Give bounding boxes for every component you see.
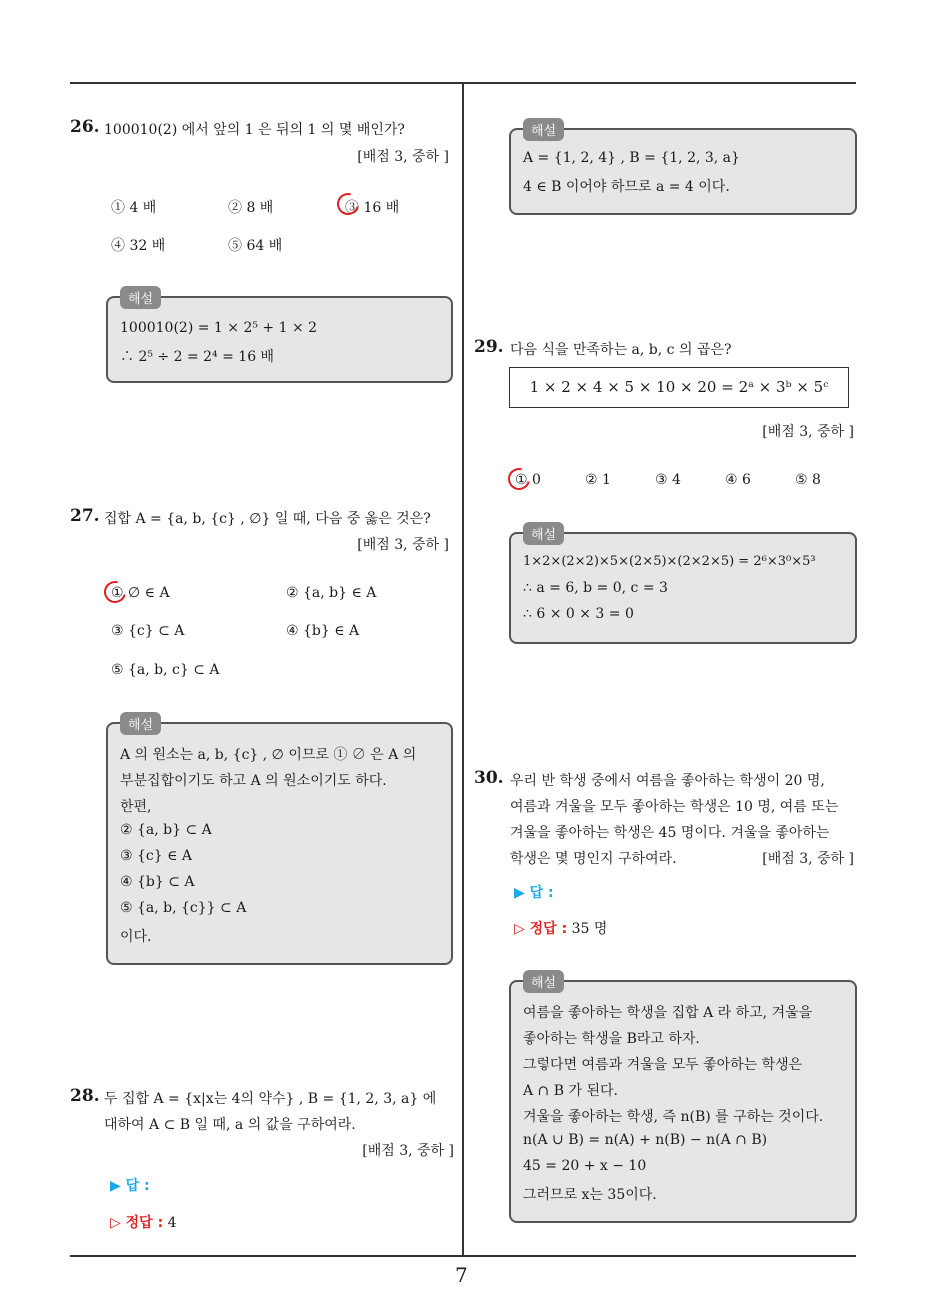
q30-line-2: 여름과 겨울을 모두 좋아하는 학생은 10 명, 여름 또는 <box>510 799 839 815</box>
q30-explain-line-2: 좋아하는 학생을 B라고 하자. <box>523 1031 700 1047</box>
page-number: 7 <box>455 1263 468 1287</box>
q30-explain-line-4: A ∩ B 가 된다. <box>523 1083 618 1099</box>
q26-text: 100010(2) 에서 앞의 1 은 뒤의 1 의 몇 배인가? <box>104 122 405 138</box>
q30-line-4: 학생은 몇 명인지 구하여라. <box>510 851 677 867</box>
q26-explain-box <box>106 292 453 383</box>
q28-text-line-1: 두 집합 A = {x|x는 4의 약수} , B = {1, 2, 3, a} 에 <box>104 1091 437 1107</box>
q26-option-5[interactable]: ⑤ 64 배 <box>228 238 283 254</box>
q28-explain-line-1: A = {1, 2, 4} , B = {1, 2, 3, a} <box>523 150 740 166</box>
q28-correct-value: 4 <box>167 1215 177 1231</box>
q29-number: 29. <box>474 337 504 357</box>
q30-explain-line-3: 그렇다면 여름과 겨울을 모두 좋아하는 학생은 <box>523 1057 803 1073</box>
q26-explain-line-2: ∴ 2⁵ ÷ 2 = 2⁴ = 16 배 <box>120 349 275 365</box>
q29-text: 다음 식을 만족하는 a, b, c 의 곱은? <box>510 342 732 358</box>
q29-explain-line-3: ∴ 6 × 0 × 3 = 0 <box>523 606 634 622</box>
q28-text-line-2: 대하여 A ⊂ B 일 때, a 의 값을 구하여라. <box>104 1117 356 1133</box>
q29-equation-box <box>509 367 849 408</box>
column-divider <box>462 83 464 1255</box>
q30-correct-label: ▷ 정답 : <box>514 921 568 937</box>
q27-explain-line-8: 이다. <box>120 929 152 945</box>
q27-explain-line-6: ④ {b} ⊂ A <box>120 874 195 890</box>
q29-answer-mark <box>504 464 534 494</box>
q30-line-3: 겨울을 좋아하는 학생은 45 명이다. 겨울을 좋아하는 <box>510 825 830 841</box>
q27-explain-line-7: ⑤ {a, b, {c}} ⊂ A <box>120 900 247 916</box>
q29-option-2[interactable]: ② 1 <box>585 472 611 488</box>
q28-explain-line-2: 4 ∈ B 이어야 하므로 a = 4 이다. <box>523 179 730 195</box>
q30-explain-line-8: 그러므로 x는 35이다. <box>523 1187 657 1203</box>
q29-explain-box <box>509 528 857 644</box>
q30-explain-line-7: 45 = 20 + x − 10 <box>523 1158 647 1174</box>
q29-option-1[interactable]: ① 0 <box>515 472 541 488</box>
q26-option-3[interactable]: ③ 16 배 <box>345 200 400 216</box>
q29-option-5[interactable]: ⑤ 8 <box>795 472 821 488</box>
q27-explain-line-2: 부분집합이기도 하고 A 의 원소이기도 하다. <box>120 773 387 789</box>
q29-equation: 1 × 2 × 4 × 5 × 10 × 20 = 2ᵃ × 3ᵇ × 5ᶜ <box>529 378 829 396</box>
q29-option-3[interactable]: ③ 4 <box>655 472 681 488</box>
q26-score: [배점 3, 중하 ] <box>357 149 449 165</box>
q27-number: 27. <box>70 506 100 526</box>
q27-option-1[interactable]: ① ∅ ∈ A <box>111 585 170 601</box>
q30-explain-line-1: 여름을 좋아하는 학생을 집합 A 라 하고, 겨울을 <box>523 1005 813 1021</box>
q26-number: 26. <box>70 117 100 137</box>
q28-explain-tag: 해설 <box>523 118 564 141</box>
q28-correct-answer <box>110 1212 177 1232</box>
q30-correct-value: 35 명 <box>571 921 608 937</box>
q27-option-5[interactable]: ⑤ {a, b, c} ⊂ A <box>111 662 220 678</box>
q27-explain-line-3: 한편, <box>120 799 152 815</box>
q29-explain-line-2: ∴ a = 6, b = 0, c = 3 <box>523 580 668 596</box>
q28-explain-box <box>509 124 857 215</box>
q29-option-4[interactable]: ④ 6 <box>725 472 751 488</box>
q30-correct-answer <box>514 918 607 938</box>
q29-explain-line-1: 1×2×(2×2)×5×(2×5)×(2×2×5) = 2⁶×3⁰×5³ <box>523 554 816 569</box>
q27-explain-line-5: ③ {c} ∈ A <box>120 848 193 864</box>
q30-number: 30. <box>474 768 504 788</box>
q26-explain-line-1: 100010(2) = 1 × 2⁵ + 1 × 2 <box>120 320 318 336</box>
q30-explain-line-6: n(A ∪ B) = n(A) + n(B) − n(A ∩ B) <box>523 1132 768 1148</box>
q29-explain-tag: 해설 <box>523 522 564 545</box>
q30-line-1: 우리 반 학생 중에서 여름을 좋아하는 학생이 20 명, <box>510 773 825 789</box>
q27-explain-box <box>106 718 453 965</box>
q27-answer-mark <box>100 577 130 607</box>
q28-correct-label: ▷ 정답 : <box>110 1215 164 1231</box>
q28-number: 28. <box>70 1086 100 1106</box>
q27-explain-line-4: ② {a, b} ⊂ A <box>120 822 212 838</box>
q27-text: 집합 A = {a, b, {c} , ∅} 일 때, 다음 중 옳은 것은? <box>104 511 431 527</box>
q27-score: [배점 3, 중하 ] <box>357 537 449 553</box>
q26-option-1[interactable]: ① 4 배 <box>111 200 157 216</box>
q27-option-4[interactable]: ④ {b} ∈ A <box>286 623 360 639</box>
q28-score: [배점 3, 중하 ] <box>362 1143 454 1159</box>
q30-explain-tag: 해설 <box>523 970 564 993</box>
q29-score: [배점 3, 중하 ] <box>762 424 854 440</box>
q27-explain-line-1: A 의 원소는 a, b, {c} , ∅ 이므로 ① ∅ 은 A 의 <box>120 747 417 763</box>
q30-score: [배점 3, 중하 ] <box>762 851 854 867</box>
q27-option-3[interactable]: ③ {c} ⊂ A <box>111 623 185 639</box>
q26-option-2[interactable]: ② 8 배 <box>228 200 274 216</box>
q27-option-2[interactable]: ② {a, b} ∈ A <box>286 585 377 601</box>
q26-option-4[interactable]: ④ 32 배 <box>111 238 166 254</box>
q30-explain-box <box>509 976 857 1223</box>
q30-explain-line-5: 겨울을 좋아하는 학생, 즉 n(B) 를 구하는 것이다. <box>523 1109 824 1125</box>
q26-explain-tag: 해설 <box>120 286 161 309</box>
q28-answer-label: ▶ 답 : <box>110 1178 150 1194</box>
q27-explain-tag: 해설 <box>120 712 161 735</box>
q30-answer-label: ▶ 답 : <box>514 885 554 901</box>
bottom-rule <box>70 1255 856 1257</box>
